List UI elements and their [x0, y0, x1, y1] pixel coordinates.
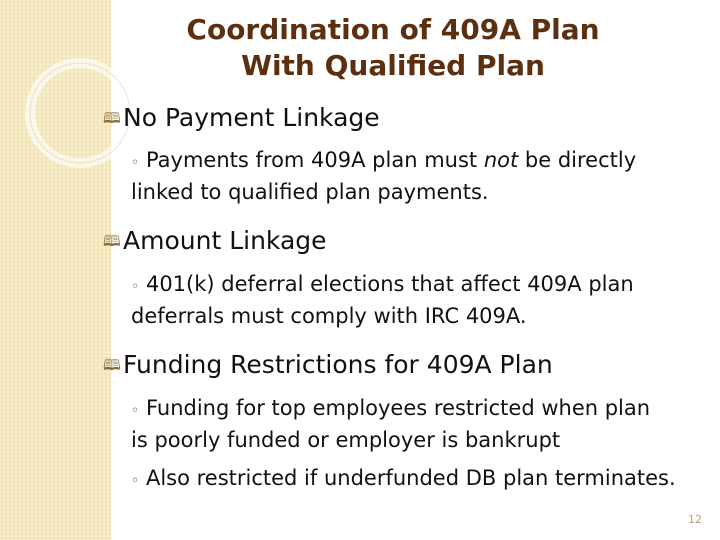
title-line-2: With Qualified Plan: [241, 49, 545, 82]
bullet-no-payment-linkage: [103, 103, 380, 133]
sub-bullet-line: Also restricted if underfunded DB plan terminates.: [145, 466, 676, 490]
sub-bullet-continuation: deferrals must comply with IRC 409A.: [131, 304, 527, 328]
bullet-funding-restrictions: [103, 350, 553, 380]
sub-bullet-continuation: is poorly funded or employer is bankrupt: [131, 428, 561, 452]
sub-bullet: [131, 270, 634, 331]
sub-bullet-text: [131, 146, 636, 178]
bullet-amount-linkage: [103, 226, 327, 256]
book-bullet-icon: 🕮: [103, 232, 121, 250]
sub-bullet-line: 401(k) deferral elections that affect 409A plan: [145, 272, 634, 296]
bullet-heading: No Payment Linkage: [123, 103, 380, 132]
sub-bullet: [131, 394, 650, 455]
bullet-heading: Amount Linkage: [123, 226, 327, 255]
circle-bullet-icon: ◦: [131, 279, 140, 295]
sub-bullet-line: Funding for top employees restricted when plan: [145, 396, 651, 420]
sub-bullet-text-part: be directly: [518, 148, 637, 172]
book-bullet-icon: 🕮: [103, 109, 121, 127]
emphasis-not: not: [483, 148, 519, 172]
sub-bullet-text-part: Payments from 409A plan must: [145, 148, 484, 172]
sub-bullet-text: [131, 394, 650, 426]
slide-title: [150, 12, 636, 84]
circle-bullet-icon: ◦: [131, 403, 140, 419]
sub-bullet-text: [131, 270, 634, 302]
circle-bullet-icon: ◦: [131, 155, 140, 171]
sub-bullet: [131, 146, 636, 207]
bullet-heading: Funding Restrictions for 409A Plan: [123, 350, 553, 379]
title-line-1: Coordination of 409A Plan: [186, 13, 600, 46]
sub-bullet-continuation: linked to qualified plan payments.: [131, 180, 489, 204]
page-number: 12: [688, 513, 702, 526]
sub-bullet-text: [131, 464, 676, 496]
sub-bullet: [131, 464, 676, 496]
circle-bullet-icon: ◦: [131, 473, 140, 489]
decorative-ring-icon: [0, 0, 170, 170]
book-bullet-icon: 🕮: [103, 356, 121, 374]
